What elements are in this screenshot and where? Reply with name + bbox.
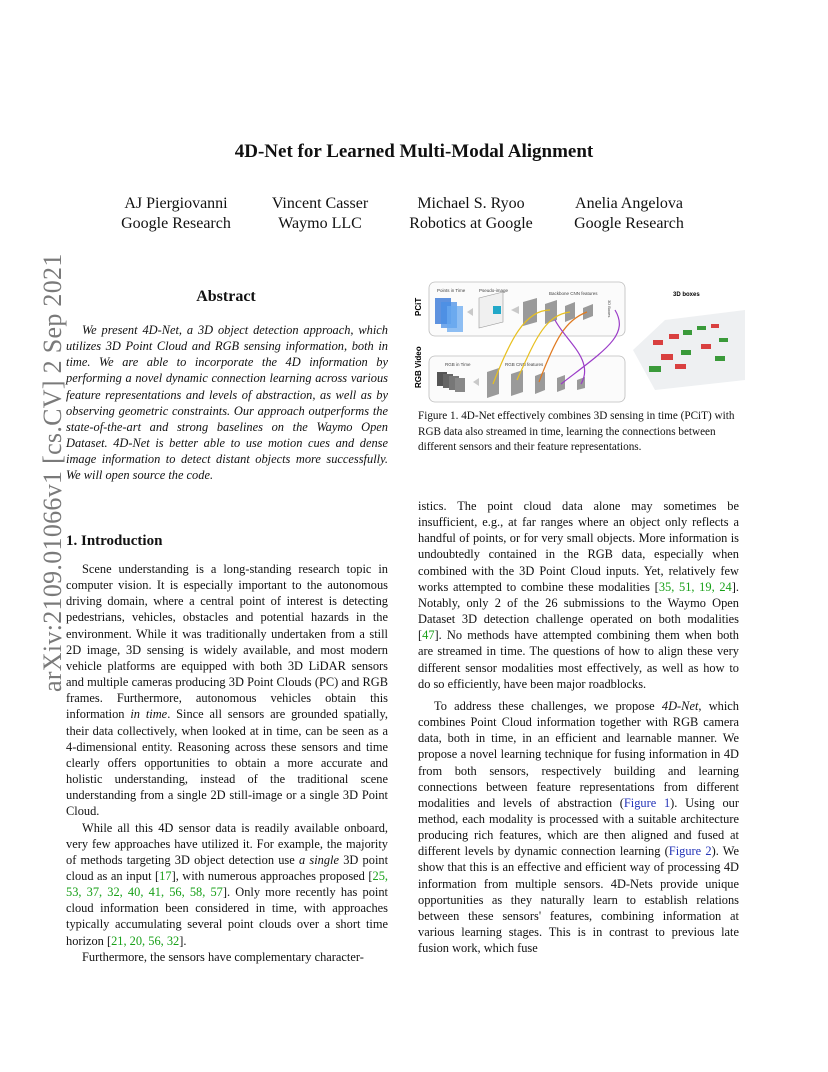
- figure-reference-link[interactable]: Figure 2: [668, 844, 712, 859]
- svg-text:3D boxes: 3D boxes: [673, 292, 700, 298]
- row-label-rgb: RGB Video: [414, 346, 423, 388]
- section-heading-introduction: 1. Introduction: [66, 533, 163, 549]
- svg-text:RGB CNN features: RGB CNN features: [505, 362, 544, 367]
- right-column-text: [418, 498, 739, 956]
- arxiv-identifier[interactable]: arXiv:2109.01066v1 [cs.CV] 2 Sep 2021: [38, 253, 67, 692]
- paragraph: To address these challenges, we propose 4D-Net, which combines Point Cloud information together with RGB camera data, both in time, in an efficient and learnable manner. We propose a novel learning technique for fusing information in 4D from both sensors, respectively building and learning connections between feature representations from different modalities and levels of abstraction (Figure 1). Using our method, each modality is processed with a suitable architecture producing rich features, which are then aligned and fused at different levels by dynamic connection learning (Figure 2). We show that this is an effective and efficient way of processing 4D information from multiple sensors. 4D-Nets provide unique opportunities as they naturally learn to establish relations between these sensors' features, combining information at various learning stages. This is in contrast to previous late fusion work, which fuse: [418, 698, 739, 956]
- author-name: AJ Piergiovanni: [124, 195, 228, 212]
- rgb-block: [511, 370, 523, 396]
- row-label-pcit: PCiT: [414, 297, 423, 316]
- author-affiliation: Google Research: [121, 215, 231, 232]
- paragraph: Scene understanding is a long-standing research topic in computer vision. It is especially important to the autonomous driving domain, where a central point of interest is detecting pedestrians, vehicles, obstacles and potential hazards in the environment. While it was traditionally undertaken from a still 2D image, 3D sensing is widely available, and most modern vehicle platforms are equipped with both 3D LiDAR sensors and multiple cameras producing 3D Point Clouds (PC) and RGB frames. Furthermore, autonomous vehicles obtain this information in time. Since all sensors are grounded spatially, their data collectively, when looked at in time, can be seen as a 4-dimensional entity. Reasoning across these sensors and time clearly offers opportunities to obtain a more accurate and holistic understanding, instead of the traditional scene understanding from a single 2D still-image or a single 3D Point Cloud.: [66, 562, 388, 819]
- citation-link[interactable]: 21, 20, 56, 32: [111, 933, 180, 948]
- figure-reference-link[interactable]: Figure 1: [623, 795, 671, 810]
- svg-text:Pseudo-image: Pseudo-image: [479, 288, 509, 293]
- author-name: Vincent Casser: [271, 195, 369, 212]
- citation-link[interactable]: 17: [159, 868, 172, 883]
- svg-text:3D Boxes: 3D Boxes: [607, 300, 612, 318]
- citation-link[interactable]: 47: [422, 628, 435, 643]
- author-name: Anelia Angelova: [575, 195, 683, 212]
- svg-text:RGB in Time: RGB in Time: [445, 362, 471, 367]
- arxiv-sidebar: [18, 253, 67, 692]
- figure-1-caption: Figure 1. 4D-Net effectively combines 3D sensing in time (PCiT) with RGB data also streamed in time, learning the connections between different sensors and their feature representations.: [418, 410, 735, 454]
- citation-link[interactable]: 35, 51, 19, 24: [658, 579, 732, 594]
- figure-1-diagram: [415, 280, 745, 406]
- author-name: Michael S. Ryoo: [417, 195, 525, 212]
- svg-text:Points in Time: Points in Time: [437, 288, 466, 293]
- svg-text:Backbone CNN features: Backbone CNN features: [549, 291, 598, 296]
- author-affiliation: Waymo LLC: [278, 215, 362, 232]
- abstract-text: We present 4D-Net, a 3D object detection approach, which utilizes 3D Point Cloud and RGB sensing information, both in time. We are able to incorporate the 4D information by performing a novel dynamic connection learning across various feature representations and levels of abstraction, as well as by observing geometric constraints. Our approach outperforms the state-of-the-art and strong baselines on the Waymo Open Dataset. 4D-Net is better able to use motion cues and dense image information to detect distant objects more successfully. We will open source the code.: [66, 323, 388, 483]
- author-affiliation: Google Research: [574, 215, 684, 232]
- author-block: [564, 194, 694, 234]
- paragraph: istics. The point cloud data alone may sometimes be insufficient, e.g., at far ranges where an object only reflects a handful of points, or for very small objects. More information is undoubtedly contained in the RGB data, especially when combined with the 3D Point Cloud inputs. Yet, relatively few works attempted to combine these modalities [35, 51, 19, 24]. Notably, only 2 of the 26 submissions to the Waymo Open Dataset 3D detection challenge operated on both modalities [47]. No methods have attempted combining them when both are streamed in time. The questions of how to align these very different sensor modalities most effectively, as well as how to do so efficiently, have been major roadblocks.: [418, 499, 739, 691]
- left-column-text: [66, 561, 388, 965]
- pseudo-image-cell: [493, 306, 501, 314]
- paragraph: While all this 4D sensor data is readily available onboard, very few approaches have utilized it. For example, the majority of methods targeting 3D object detection use a single 3D point cloud as an input [17], with numerous approaches proposed [25, 53, 37, 32, 40, 41, 56, 58, 57]. Only more recently has point cloud information been considered in time, with approaches typically accumulating several point clouds over a short time horizon [21, 20, 56, 32].: [66, 820, 389, 948]
- author-block: [402, 194, 540, 234]
- paper-title: 4D-Net for Learned Multi-Modal Alignment: [234, 141, 594, 162]
- paragraph: Furthermore, the sensors have complementary character-: [82, 949, 364, 964]
- abstract-body: [66, 322, 388, 484]
- 3d-boxes-scene: [633, 310, 745, 390]
- abstract-heading: Abstract: [196, 288, 256, 305]
- author-block: [112, 194, 240, 234]
- author-block: [258, 194, 382, 234]
- citation-link[interactable]: 25, 53, 37, 32, 40, 41, 56, 58, 57: [66, 868, 388, 900]
- author-affiliation: Robotics at Google: [409, 215, 533, 232]
